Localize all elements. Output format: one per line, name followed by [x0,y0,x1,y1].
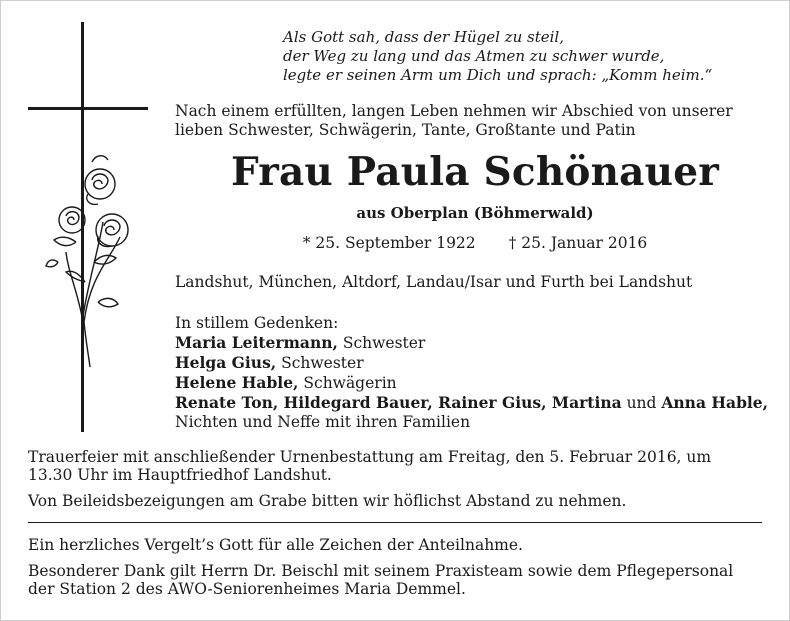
poem-line: Als Gott sah, dass der Hügel zu steil, [283,28,564,46]
death-date: † 25. Januar 2016 [508,234,648,252]
mourner-entry [175,373,775,393]
poem-line: der Weg zu lang und das Atmen zu schwer wurde, [283,47,665,65]
intro-line: lieben Schwester, Schwägerin, Tante, Großtante und Patin [175,121,636,139]
mourners-heading: In stillem Gedenken: [175,314,339,332]
mourner-group [175,393,775,413]
intro-line: Nach einem erfüllten, langen Leben nehmen wir Abschied von unserer [175,102,733,120]
mourner-role: Schwester [276,354,364,372]
mourners-list [175,314,775,432]
mourner-name: Helga Gius, [175,353,277,372]
mourner-group-last: Anna Hable, [661,393,769,412]
mourner-name: Helene Hable, [175,373,299,392]
mourner-role: Schwägerin [298,374,397,392]
condolence-request: Von Beileidsbezeigungen am Grabe bitten wir höflichst Abstand zu nehmen. [28,492,627,510]
ceremony-line: 13.30 Uhr im Hauptfriedhof Landshut. [28,466,332,484]
ceremony-info [28,448,768,484]
birth-date: * 25. September 1922 [302,234,476,252]
deceased-name: Frau Paula Schönauer [231,149,719,195]
mourner-role: Schwester [337,334,426,352]
cross-with-roses-icon [28,22,148,432]
special-thanks-line: der Station 2 des AWO-Seniorenheimes Maria Demmel. [28,580,466,598]
mourner-relatives: Nichten und Neffe mit ihren Familien [175,413,471,431]
life-dates [175,234,775,252]
places-line: Landshut, München, Altdorf, Landau/Isar und Furth bei Landshut [175,273,693,291]
thanks-text: Ein herzliches Vergelt’s Gott für alle Zeichen der Anteilnahme. [28,536,523,554]
mourner-entry [175,333,775,353]
mourner-group-names: Renate Ton, Hildegard Bauer, Rainer Gius, Martina [175,393,622,412]
intro-text [175,102,775,140]
special-thanks-line: Besonderer Dank gilt Herrn Dr. Beischl mit seinem Praxisteam sowie dem Pflegepersonal [28,562,734,580]
mourner-entry [175,353,775,373]
special-thanks [28,562,768,598]
mourner-group-connector: und [621,394,662,412]
divider [28,522,762,523]
poem [283,28,773,85]
poem-line: legte er seinen Arm um Dich und sprach: „Komm heim.“ [283,66,713,84]
mourner-name: Maria Leitermann, [175,333,338,352]
ceremony-line: Trauerfeier mit anschließender Urnenbestattung am Freitag, den 5. Februar 2016, um [28,448,712,466]
deceased-origin: aus Oberplan (Böhmerwald) [356,204,594,222]
